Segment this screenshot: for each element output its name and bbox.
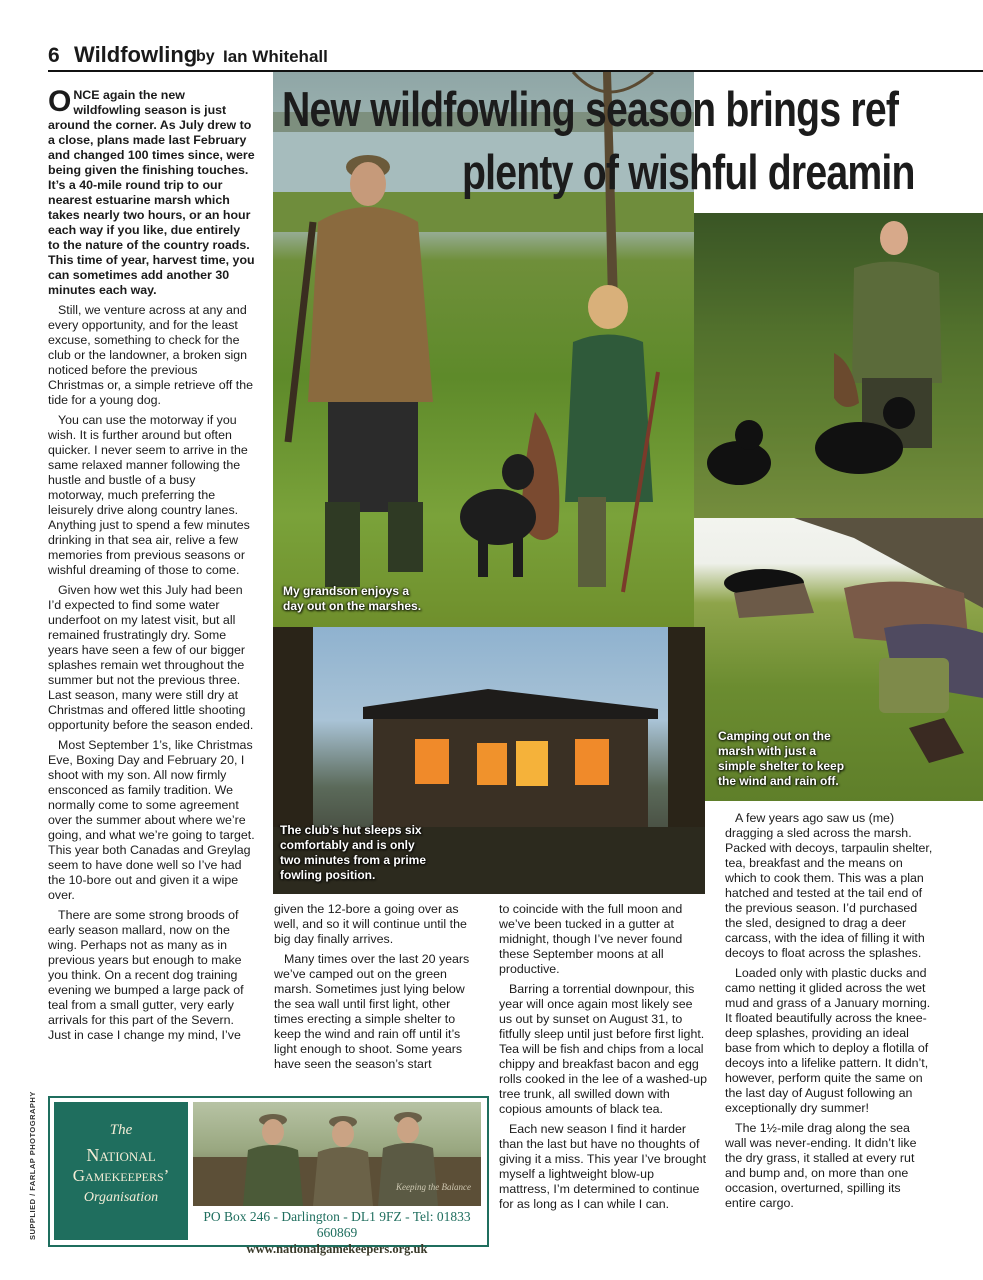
paragraph: Barring a torrential downpour, this year will once again most likely see us out by sunset on August 31, to fitfully sleep until just before first light. Tea will be fish and chips from a local chippy and breakfast bacon and egg rolls cooked in the lee of a washed-up tree trunk, all swilled down with copious amounts of black tea. (499, 982, 708, 1116)
advert-line-national: National (86, 1145, 156, 1165)
byline-by: by (196, 48, 215, 65)
article-column-4 (725, 811, 933, 1216)
paragraph: Most September 1’s, like Christmas Eve, Boxing Day and February 20, I shoot with my son. All now firmly ensconced as family tradition. We normally come to some agreement over the summer about where we’re going, and what we’re going to target. This year both Canadas and Greylag seem to have done well so I’ve had the 10-bore out and given it a wipe over. (48, 738, 255, 902)
caption-hut: The club’s hut sleeps six comfortably and is only two minutes from a prime fowling position. (280, 823, 427, 882)
section-title: Wildfowling (74, 42, 198, 67)
drop-cap: O (48, 85, 72, 118)
paragraph: A few years ago saw us (me) dragging a sled across the marsh. Packed with decoys, tarpaulin shelter, tea, breakfast and the means on which to cook them. This was a plan hatched and tested at the tail end of the previous season. I’d purchased the sled, designed to drag a deer carcass, with the idea of filling it with decoys to float across the splashes. (725, 811, 933, 960)
photo-man-with-dogs (694, 213, 983, 518)
caption-grandson: My grandson enjoys a day out on the marshes. (283, 584, 422, 613)
advert-national-gamekeepers[interactable] (48, 1096, 489, 1256)
article-column-1 (48, 85, 255, 1048)
advert-line-gamekeepers: Gamekeepers’ (72, 1166, 170, 1185)
paragraph: The 1½-mile drag along the sea wall was never-ending. It didn’t like the dry grass, it stalled at every rut and bump and, on more than one occasion, overturned, spilling its entire cargo. (725, 1121, 917, 1210)
advert-logo-box (54, 1102, 188, 1240)
headline-line-1: New wildfowling season brings ref (282, 83, 899, 137)
paragraph: Given how wet this July had been I’d expected to find some water underfoot on my latest visit, but all remained frustratingly dry. Some years have seen a few of our bigger splashes remain wet throughout the summer but not the previous three. Last season, many were still dry at Christmas and offered little shooting opportunity before the season ended. (48, 583, 254, 732)
caption-camping: Camping out on the marsh with just a simple shelter to keep the wind and rain off. (718, 729, 845, 788)
page-header (48, 42, 983, 72)
photo-credit: SUPPLIED / FARLAP PHOTOGRAPHY (28, 1091, 37, 1240)
paragraph: Many times over the last 20 years we’ve camped out on the green marsh. Sometimes just lying below the sea wall until first light, other times erecting a simple shelter to keep the wind and rain off until it’s light enough to shoot. Some years have seen the season’s start (274, 952, 470, 1071)
article-column-3 (499, 902, 707, 1217)
advert-address: PO Box 246 - Darlington - DL1 9FZ - Tel: 01833 660869 (203, 1209, 471, 1240)
advert-photo (193, 1102, 481, 1206)
article-lead: ONCE again the new wildfowling season is just around the corner. As July drew to a close, plans made last February and changed 100 times since, were being given the finishing touches. It’s a 40-mile round trip to our nearest estuarine marsh which takes nearly two hours, or an hour each way if you like, due entirely to the nature of the country roads. This time of year, harvest time, you can sometimes add another 30 minutes each way. (48, 85, 255, 297)
paragraph: You can use the motorway if you wish. It is further around but often quicker. I never seem to arrive in the same relaxed manner following the hustle and bustle of a busy motorway, much preferring the leisurely drive along country lanes. Anything just to spend a few minutes drinking in that sea air, relive a few memories from previous seasons or wishful dreaming of those to come. (48, 413, 250, 577)
photo-man-with-dogs-illustration (694, 213, 983, 518)
advert-watermark: Keeping the Balance (396, 1182, 471, 1192)
paragraph: to coincide with the full moon and we’ve been tucked in a gutter at midnight, though I’ve never found these September moons at all productive. (499, 902, 683, 976)
paragraph: Each new season I find it harder than the last but have no thoughts of giving it a miss. This year I’ve brought myself a lightweight blow-up mattress, I’m determined to continue for as long as I can while I can. (499, 1122, 707, 1211)
page-number: 6 (48, 44, 60, 67)
headline-line-2: plenty of wishful dreamin (462, 146, 915, 200)
advert-address-block (193, 1209, 481, 1257)
paragraph: Loaded only with plastic ducks and camo netting it glided across the wet mud and grass of a January morning. It floated beautifully across the knee-deep splashes, providing an ideal base from which to deploy a flotilla of decoys into a lifelike pattern. It didn’t, however, perform quite the same on the last day of August following an exceptionally dry summer! (725, 966, 931, 1115)
advert-website-link[interactable]: www.nationalgamekeepers.org.uk (246, 1242, 428, 1256)
paragraph: given the 12-bore a going over as well, and so it will continue until the big day finally arrives. (274, 902, 467, 946)
paragraph: There are some strong broods of early season mallard, now on the wing. Perhaps not as many as in previous years but enough to make you think. On a recent dog training evening we bumped a large pack of teal from a small gutter, very early arrivals for this part of the Severn. Just in case I change my mind, I’ve (48, 908, 244, 1042)
article-column-2 (274, 902, 481, 1077)
paragraph: Still, we venture across at any and every opportunity, and for the least excuse, something to check for the club or the landowner, a broken sign noticed before the previous Christmas or, a simple retrieve off the tide for a young dog. (48, 303, 253, 407)
author-name: Ian Whitehall (223, 47, 328, 66)
advert-line-organisation: Organisation (83, 1190, 159, 1205)
advert-the: The (109, 1122, 133, 1138)
